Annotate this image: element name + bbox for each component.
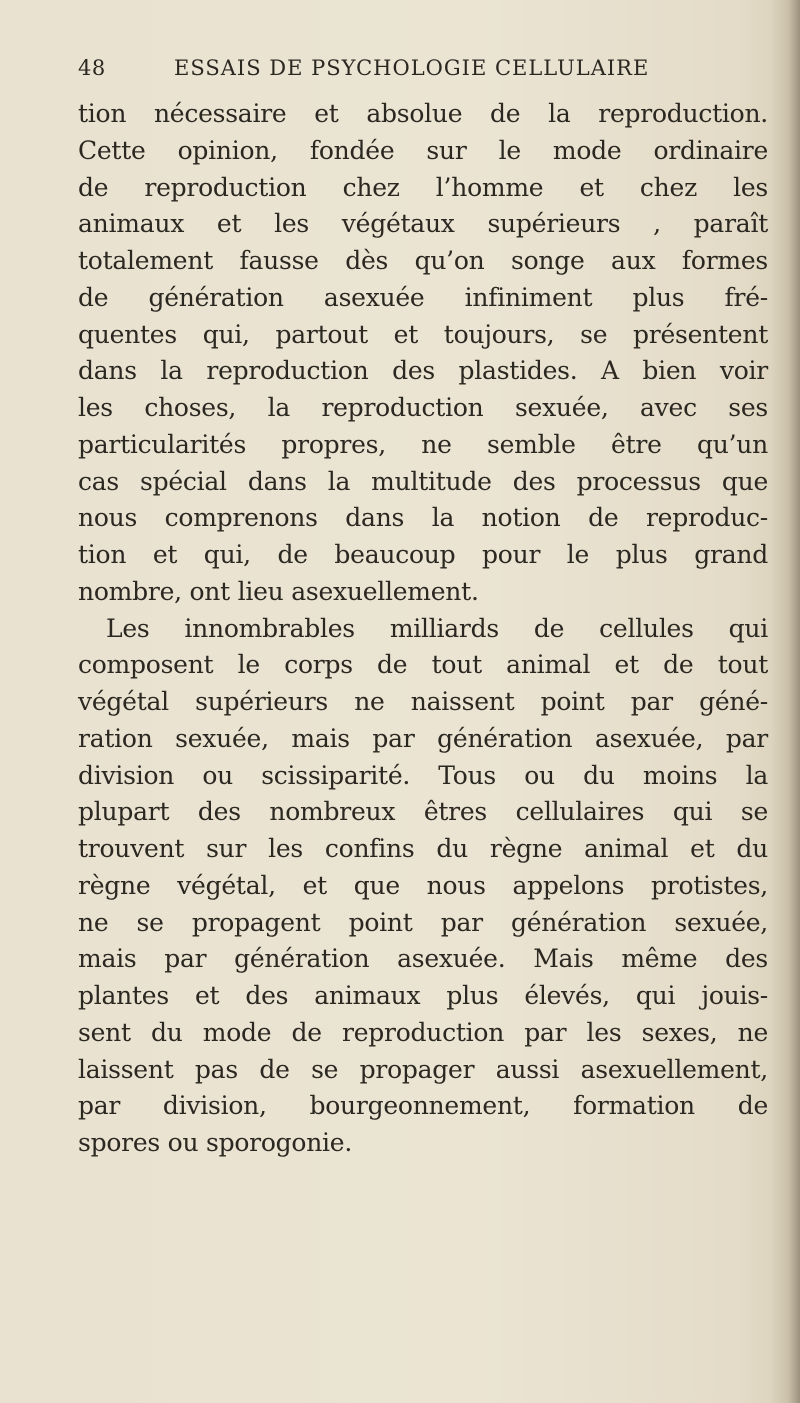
- text-line: particularités propres, ne semble être qu’un: [78, 429, 768, 459]
- text-line: ne se propagent point par génération sexuée,: [78, 907, 768, 937]
- text-line: cas spécial dans la multitude des processus que: [78, 466, 768, 496]
- text-line-paragraph-end: nombre, ont lieu asexuellement.: [78, 576, 479, 606]
- text-line: nous comprenons dans la notion de reproduc-: [78, 503, 768, 533]
- body-text: [78, 96, 768, 1162]
- running-title: ESSAIS DE PSYCHOLOGIE CELLULAIRE: [174, 56, 650, 80]
- text-line: plantes et des animaux plus élevés, qui jouis-: [78, 981, 768, 1010]
- text-line: par division, bourgeonnement, formation de: [78, 1091, 768, 1121]
- text-line: trouvent sur les confins du règne animal et du: [78, 834, 768, 863]
- text-line: mais par génération asexuée. Mais même des: [78, 944, 768, 974]
- text-line: plupart des nombreux êtres cellulaires qui se: [78, 797, 768, 827]
- text-line: quentes qui, partout et toujours, se présentent: [78, 319, 768, 349]
- text-line: règne végétal, et que nous appelons protistes,: [78, 870, 768, 900]
- text-line: ration sexuée, mais par génération asexuée, par: [78, 723, 768, 753]
- text-line: les choses, la reproduction sexuée, avec ses: [78, 393, 768, 422]
- running-head: [78, 56, 768, 86]
- text-line: dans la reproduction des plastides. A bien voir: [78, 356, 768, 386]
- text-line: Cette opinion, fondée sur le mode ordinaire: [78, 135, 768, 165]
- text-line: sent du mode de reproduction par les sexes, ne: [78, 1017, 768, 1047]
- text-line: animaux et les végétaux supérieurs , paraît: [78, 209, 768, 239]
- text-line-paragraph-start: Les innombrables milliards de cellules qui: [106, 613, 768, 643]
- text-line: tion nécessaire et absolue de la reproduction.: [78, 99, 768, 128]
- text-line: de génération asexuée infiniment plus fré-: [78, 282, 768, 312]
- text-line: tion et qui, de beaucoup pour le plus grand: [78, 540, 768, 569]
- text-line: division ou scissiparité. Tous ou du moins la: [78, 760, 768, 790]
- text-line-paragraph-end: spores ou sporogonie.: [78, 1128, 353, 1157]
- text-line: végétal supérieurs ne naissent point par géné-: [78, 687, 768, 716]
- page-edge-shadow: [770, 0, 800, 1403]
- text-line: laissent pas de se propager aussi asexuellement,: [78, 1054, 768, 1084]
- text-line: totalement fausse dès qu’on songe aux formes: [78, 246, 768, 275]
- page-number: 48: [78, 56, 106, 80]
- text-line: composent le corps de tout animal et de tout: [78, 650, 768, 680]
- text-line: de reproduction chez l’homme et chez les: [78, 172, 768, 202]
